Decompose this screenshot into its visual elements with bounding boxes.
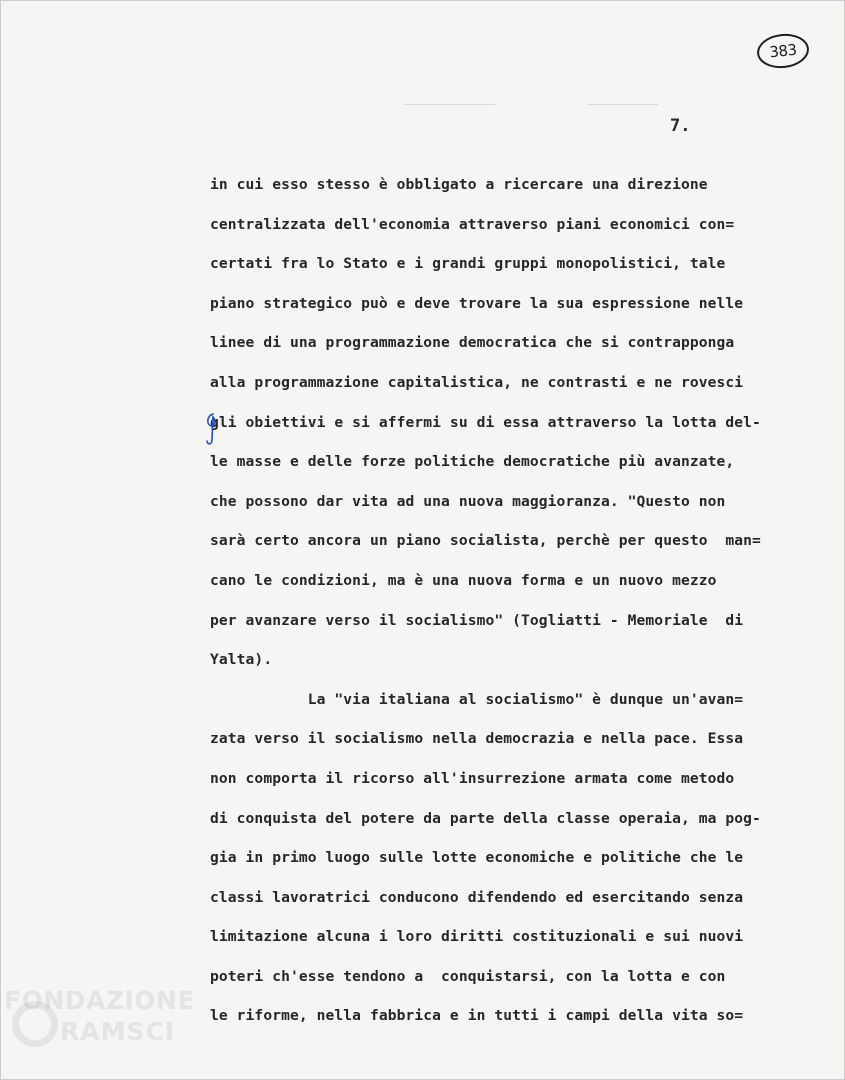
text-line: gli obiettivi e si affermi su di essa attraverso la lotta del- [210,413,761,431]
text-line: che possono dar vita ad una nuova maggioranza. "Questo non [210,492,726,510]
text-line: La "via italiana al socialismo" è dunque un'avan= [210,690,744,708]
text-line: centralizzata dell'economia attraverso piani economici con= [210,215,735,233]
text-line: in cui esso stesso è obbligato a ricercare una direzione [210,176,708,193]
page-number: 7. [670,116,691,136]
text-line: poteri ch'esse tendono a conquistarsi, con la lotta e con [210,967,726,985]
watermark-g-logo-icon [12,1001,58,1047]
text-line: di conquista del potere da parte della classe operaia, ma pog- [210,809,761,827]
text-line: limitazione alcuna i loro diritti costituzionali e sui nuovi [210,928,744,946]
archive-number: 383 [768,40,798,62]
text-line: alla programmazione capitalistica, ne contrasti e ne rovesci [210,373,744,391]
page-edge-mark [588,104,658,105]
text-line: le masse e delle forze politiche democratiche più avanzate, [210,453,735,471]
typewritten-text [210,172,810,1043]
text-line: sarà certo ancora un piano socialista, perchè per questo man= [210,532,761,550]
text-line: certati fra lo Stato e i grandi gruppi monopolistici, tale [210,255,726,273]
text-line: per avanzare verso il socialismo" (Togliatti - Memoriale di [210,611,744,629]
text-line: non comporta il ricorso all'insurrezione armata come metodo [210,769,735,787]
page-edge-mark [405,104,495,105]
text-line: zata verso il socialismo nella democrazia e nella pace. Essa [210,730,744,748]
watermark-line-1: FONDAZIONE [4,986,196,1015]
text-line: Yalta). [210,651,273,669]
text-line: le riforme, nella fabbrica e in tutti i campi della vita so= [210,1007,744,1025]
watermark-line-2: RAMSCI [60,1016,176,1046]
text-line: classi lavoratrici conducono difendendo ed esercitando senza [210,888,744,906]
text-line: linee di una programmazione democratica che si contrapponga [210,334,735,352]
text-line: cano le condizioni, ma è una nuova forma e un nuovo mezzo [210,571,717,589]
text-line: piano strategico può e deve trovare la sua espressione nelle [210,294,744,312]
foundation-watermark [4,988,195,1047]
pen-correction-mark [204,412,220,446]
archive-number-stamp [755,31,810,70]
text-line: gia in primo luogo sulle lotte economiche e politiche che le [210,849,744,867]
